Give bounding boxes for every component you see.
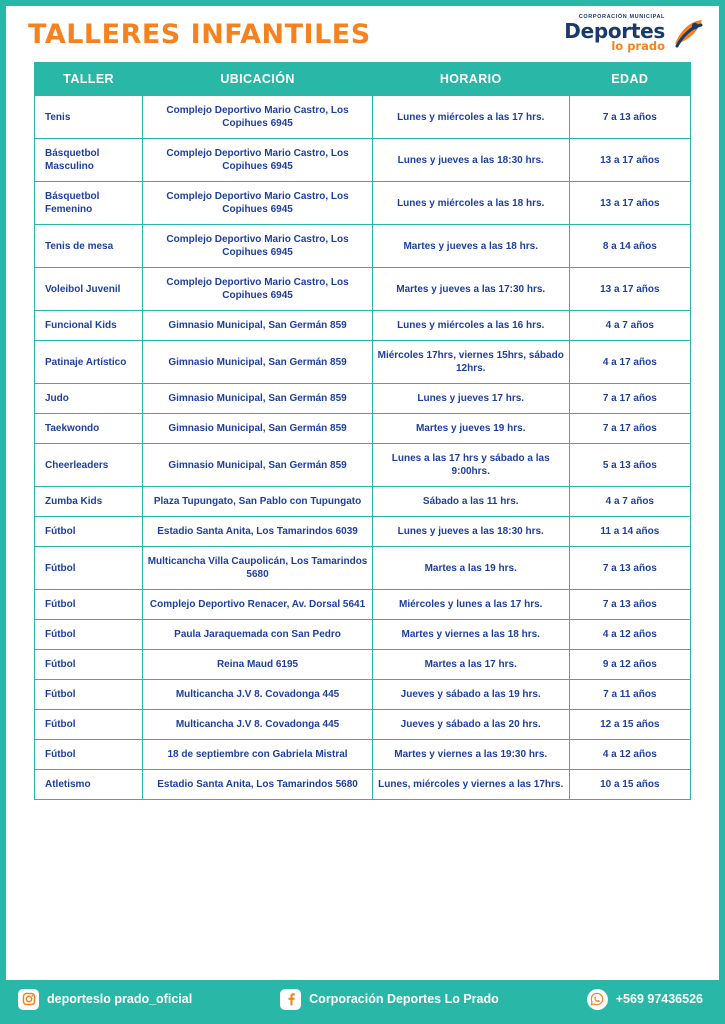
cell-horario: Martes y jueves a las 17:30 hrs. (372, 268, 569, 311)
table-row (35, 740, 691, 770)
cell-ubicacion: Gimnasio Municipal, San Germán 859 (143, 311, 373, 341)
cell-ubicacion: Plaza Tupungato, San Pablo con Tupungato (143, 487, 373, 517)
table-row (35, 680, 691, 710)
whatsapp-icon (587, 989, 608, 1010)
cell-edad: 7 a 11 años (569, 680, 690, 710)
cell-ubicacion: Gimnasio Municipal, San Germán 859 (143, 384, 373, 414)
table-row (35, 487, 691, 517)
cell-edad: 13 a 17 años (569, 182, 690, 225)
cell-horario: Lunes y jueves a las 18:30 hrs. (372, 517, 569, 547)
cell-taller: Básquetbol Femenino (35, 182, 143, 225)
column-header-edad: EDAD (569, 63, 690, 96)
column-header-horario: HORARIO (372, 63, 569, 96)
cell-ubicacion: Gimnasio Municipal, San Germán 859 (143, 444, 373, 487)
cell-taller: Tenis (35, 96, 143, 139)
cell-horario: Martes a las 17 hrs. (372, 650, 569, 680)
table-row (35, 384, 691, 414)
instagram-icon (18, 989, 39, 1010)
table-row (35, 414, 691, 444)
cell-horario: Lunes y miércoles a las 17 hrs. (372, 96, 569, 139)
footer-facebook-label: Corporación Deportes Lo Prado (309, 992, 499, 1006)
footer-instagram-label: deporteslo prado_oficial (47, 992, 193, 1006)
table-row (35, 341, 691, 384)
cell-ubicacion: Complejo Deportivo Mario Castro, Los Copihues 6945 (143, 268, 373, 311)
cell-edad: 7 a 13 años (569, 547, 690, 590)
cell-edad: 4 a 7 años (569, 487, 690, 517)
cell-taller: Fútbol (35, 620, 143, 650)
cell-edad: 8 a 14 años (569, 225, 690, 268)
cell-horario: Martes y viernes a las 19:30 hrs. (372, 740, 569, 770)
cell-edad: 9 a 12 años (569, 650, 690, 680)
cell-taller: Patinaje Artístico (35, 341, 143, 384)
cell-horario: Jueves y sábado a las 19 hrs. (372, 680, 569, 710)
table-header-row (35, 63, 691, 96)
table-row (35, 650, 691, 680)
cell-horario: Lunes y jueves a las 18:30 hrs. (372, 139, 569, 182)
brand-runner-icon (671, 17, 705, 51)
cell-ubicacion: Complejo Deportivo Mario Castro, Los Copihues 6945 (143, 225, 373, 268)
cell-edad: 7 a 17 años (569, 414, 690, 444)
cell-horario: Lunes y miércoles a las 18 hrs. (372, 182, 569, 225)
table-row (35, 311, 691, 341)
brand-logo (564, 15, 705, 53)
table-row (35, 590, 691, 620)
table-row (35, 710, 691, 740)
brand-logo-text (564, 15, 665, 53)
cell-edad: 4 a 12 años (569, 620, 690, 650)
cell-taller: Fútbol (35, 547, 143, 590)
cell-horario: Lunes y miércoles a las 16 hrs. (372, 311, 569, 341)
brand-main-label: Deportes (564, 18, 665, 43)
cell-ubicacion: Complejo Deportivo Mario Castro, Los Copihues 6945 (143, 96, 373, 139)
table-row (35, 268, 691, 311)
cell-ubicacion: Multicancha J.V 8. Covadonga 445 (143, 680, 373, 710)
table-row (35, 225, 691, 268)
cell-ubicacion: Complejo Deportivo Renacer, Av. Dorsal 5641 (143, 590, 373, 620)
footer-instagram[interactable] (18, 989, 192, 1010)
cell-horario: Lunes, miércoles y viernes a las 17hrs. (372, 770, 569, 800)
cell-edad: 4 a 17 años (569, 341, 690, 384)
cell-ubicacion: Estadio Santa Anita, Los Tamarindos 6039 (143, 517, 373, 547)
workshops-table-container (6, 62, 719, 980)
cell-horario: Lunes a las 17 hrs y sábado a las 9:00hrs. (372, 444, 569, 487)
footer-phone[interactable] (587, 989, 703, 1010)
cell-taller: Fútbol (35, 710, 143, 740)
cell-ubicacion: Estadio Santa Anita, Los Tamarindos 5680 (143, 770, 373, 800)
cell-edad: 4 a 7 años (569, 311, 690, 341)
cell-taller: Fútbol (35, 680, 143, 710)
cell-ubicacion: Gimnasio Municipal, San Germán 859 (143, 341, 373, 384)
cell-horario: Miércoles 17hrs, viernes 15hrs, sábado 12hrs. (372, 341, 569, 384)
poster-header (6, 6, 719, 62)
table-row (35, 139, 691, 182)
cell-ubicacion: Multicancha Villa Caupolicán, Los Tamarindos 5680 (143, 547, 373, 590)
cell-taller: Atletismo (35, 770, 143, 800)
page-title: TALLERES INFANTILES (28, 18, 371, 50)
cell-ubicacion: Multicancha J.V 8. Covadonga 445 (143, 710, 373, 740)
cell-horario: Sábado a las 11 hrs. (372, 487, 569, 517)
brand-corporacion-label: CORPORACIÓN MUNICIPAL (578, 14, 665, 21)
cell-taller: Taekwondo (35, 414, 143, 444)
cell-taller: Fútbol (35, 650, 143, 680)
cell-taller: Tenis de mesa (35, 225, 143, 268)
footer-phone-label: +569 97436526 (615, 992, 703, 1006)
cell-taller: Voleibol Juvenil (35, 268, 143, 311)
table-row (35, 96, 691, 139)
cell-ubicacion: Complejo Deportivo Mario Castro, Los Copihues 6945 (143, 139, 373, 182)
cell-edad: 4 a 12 años (569, 740, 690, 770)
column-header-taller: TALLER (35, 63, 143, 96)
table-body (35, 96, 691, 800)
cell-horario: Martes y jueves 19 hrs. (372, 414, 569, 444)
cell-taller: Judo (35, 384, 143, 414)
cell-taller: Fútbol (35, 517, 143, 547)
cell-horario: Martes y viernes a las 18 hrs. (372, 620, 569, 650)
cell-edad: 7 a 17 años (569, 384, 690, 414)
cell-edad: 5 a 13 años (569, 444, 690, 487)
cell-ubicacion: 18 de septiembre con Gabriela Mistral (143, 740, 373, 770)
table-row (35, 770, 691, 800)
cell-edad: 10 a 15 años (569, 770, 690, 800)
cell-edad: 12 a 15 años (569, 710, 690, 740)
cell-edad: 13 a 17 años (569, 139, 690, 182)
cell-taller: Zumba Kids (35, 487, 143, 517)
facebook-icon (280, 989, 301, 1010)
cell-edad: 13 a 17 años (569, 268, 690, 311)
column-header-ubicacion: UBICACIÓN (143, 63, 373, 96)
cell-edad: 11 a 14 años (569, 517, 690, 547)
cell-taller: Fútbol (35, 590, 143, 620)
cell-ubicacion: Paula Jaraquemada con San Pedro (143, 620, 373, 650)
cell-horario: Martes a las 19 hrs. (372, 547, 569, 590)
table-row (35, 547, 691, 590)
brand-sub-label: lo prado (611, 39, 665, 54)
table-header (35, 63, 691, 96)
poster-footer (6, 980, 719, 1018)
cell-taller: Cheerleaders (35, 444, 143, 487)
cell-horario: Miércoles y lunes a las 17 hrs. (372, 590, 569, 620)
cell-edad: 7 a 13 años (569, 96, 690, 139)
cell-taller: Funcional Kids (35, 311, 143, 341)
cell-horario: Jueves y sábado a las 20 hrs. (372, 710, 569, 740)
table-row (35, 444, 691, 487)
cell-taller: Fútbol (35, 740, 143, 770)
cell-taller: Básquetbol Masculino (35, 139, 143, 182)
cell-ubicacion: Gimnasio Municipal, San Germán 859 (143, 414, 373, 444)
cell-ubicacion: Reina Maud 6195 (143, 650, 373, 680)
cell-horario: Lunes y jueves 17 hrs. (372, 384, 569, 414)
cell-horario: Martes y jueves a las 18 hrs. (372, 225, 569, 268)
table-row (35, 182, 691, 225)
cell-edad: 7 a 13 años (569, 590, 690, 620)
footer-facebook[interactable] (280, 989, 499, 1010)
table-row (35, 620, 691, 650)
table-row (35, 517, 691, 547)
workshops-table (34, 62, 691, 800)
cell-ubicacion: Complejo Deportivo Mario Castro, Los Copihues 6945 (143, 182, 373, 225)
